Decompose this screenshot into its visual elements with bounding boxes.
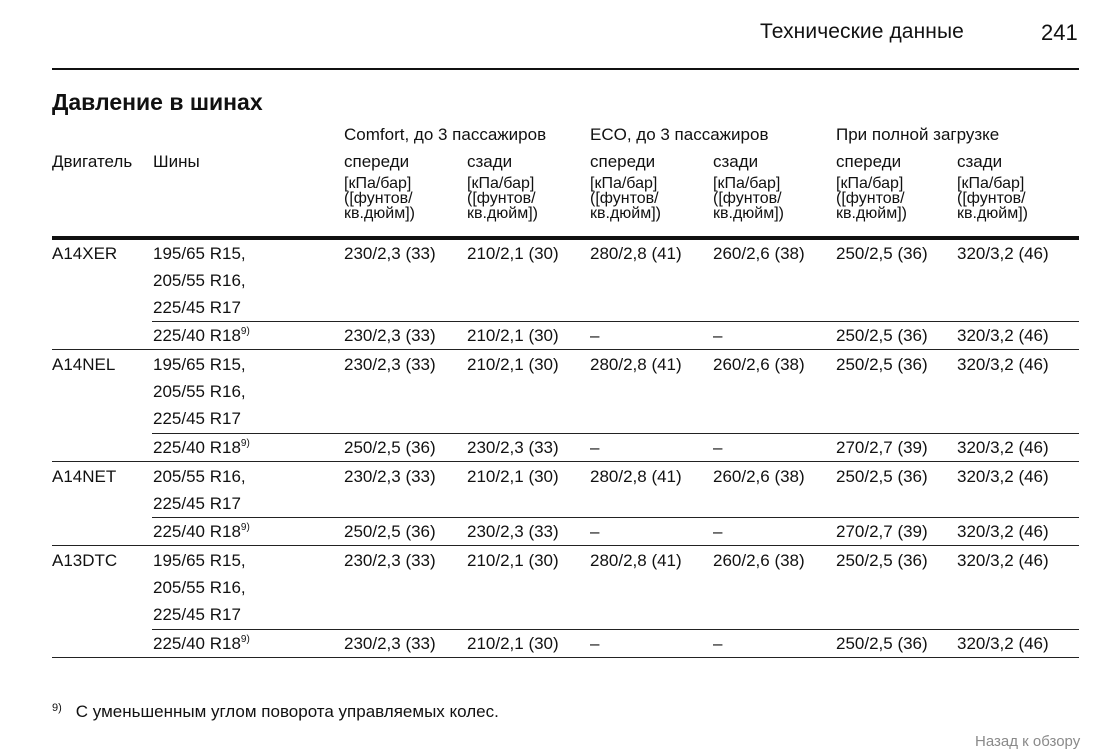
pressure-value-cell: – bbox=[590, 438, 600, 457]
pressure-value-cell: 250/2,5 (36) bbox=[836, 634, 928, 653]
pressure-value-cell: 210/2,1 (30) bbox=[467, 244, 559, 263]
row-separator bbox=[52, 461, 1079, 462]
unit-label: [кПа/бар] ([фунтов/ кв.дюйм]) bbox=[467, 175, 538, 222]
pressure-value-cell: 230/2,3 (33) bbox=[344, 467, 436, 486]
tires-cell bbox=[153, 351, 246, 432]
pressure-value-cell: – bbox=[590, 634, 600, 653]
pressure-value-cell: 260/2,6 (38) bbox=[713, 467, 805, 486]
page-number: 241 bbox=[1041, 20, 1078, 45]
header-section-title: Технические данные bbox=[760, 20, 964, 43]
footnote-text: С уменьшенным углом поворота управляемых колес. bbox=[75, 702, 499, 721]
engine-cell: A14XER bbox=[52, 244, 118, 263]
unit-label: [кПа/бар] ([фунтов/ кв.дюйм]) bbox=[590, 175, 661, 222]
pressure-value-cell: 320/3,2 (46) bbox=[957, 551, 1049, 570]
tires-text: 205/55 R16, 225/45 R17 bbox=[153, 467, 246, 513]
column-header-front: спереди bbox=[836, 152, 902, 171]
engine-cell: A14NEL bbox=[52, 355, 116, 374]
pressure-value-cell: 270/2,7 (39) bbox=[836, 522, 928, 541]
pressure-value-cell: 210/2,1 (30) bbox=[467, 467, 559, 486]
back-to-overview-link[interactable]: Назад к обзору bbox=[975, 733, 1081, 750]
tires-cell bbox=[153, 547, 246, 628]
pressure-value-cell: 260/2,6 (38) bbox=[713, 244, 805, 263]
tires-text: 225/40 R18 bbox=[153, 438, 241, 457]
tires-text: 195/65 R15, 205/55 R16, 225/45 R17 bbox=[153, 551, 246, 624]
group-header-full-load: При полной загрузке bbox=[836, 125, 1000, 144]
pressure-value-cell: 250/2,5 (36) bbox=[836, 355, 928, 374]
pressure-value-cell: 320/3,2 (46) bbox=[957, 438, 1049, 457]
tires-text: 195/65 R15, 205/55 R16, 225/45 R17 bbox=[153, 244, 246, 317]
pressure-value-cell: – bbox=[713, 634, 723, 653]
pressure-value-cell: 320/3,2 (46) bbox=[957, 522, 1049, 541]
pressure-value-cell: 230/2,3 (33) bbox=[344, 551, 436, 570]
engine-cell: A14NET bbox=[52, 467, 117, 486]
pressure-value-cell: 250/2,5 (36) bbox=[344, 522, 436, 541]
pressure-value-cell: – bbox=[713, 522, 723, 541]
unit-label: [кПа/бар] ([фунтов/ кв.дюйм]) bbox=[836, 175, 907, 222]
pressure-value-cell: 230/2,3 (33) bbox=[467, 438, 559, 457]
pressure-value-cell: 280/2,8 (41) bbox=[590, 467, 682, 486]
pressure-value-cell: 250/2,5 (36) bbox=[836, 326, 928, 345]
pressure-value-cell: 230/2,3 (33) bbox=[344, 326, 436, 345]
pressure-value-cell: 250/2,5 (36) bbox=[836, 244, 928, 263]
pressure-value-cell: 280/2,8 (41) bbox=[590, 355, 682, 374]
pressure-value-cell: 280/2,8 (41) bbox=[590, 244, 682, 263]
row-separator bbox=[152, 517, 1079, 518]
pressure-value-cell: 230/2,3 (33) bbox=[344, 355, 436, 374]
row-separator bbox=[52, 657, 1079, 658]
tires-cell bbox=[153, 518, 250, 545]
tires-cell bbox=[153, 463, 246, 517]
pressure-value-cell: – bbox=[590, 326, 600, 345]
footnote-reference: 9) bbox=[240, 634, 250, 645]
group-header-eco: ECO, до 3 пассажиров bbox=[590, 125, 769, 144]
tires-text: 195/65 R15, 205/55 R16, 225/45 R17 bbox=[153, 355, 246, 428]
pressure-value-cell: 320/3,2 (46) bbox=[957, 244, 1049, 263]
row-separator bbox=[152, 433, 1079, 434]
tires-cell bbox=[153, 322, 250, 349]
pressure-value-cell: 260/2,6 (38) bbox=[713, 355, 805, 374]
engine-cell: A13DTC bbox=[52, 551, 118, 570]
row-separator bbox=[52, 349, 1079, 350]
row-separator bbox=[52, 545, 1079, 546]
footnote-reference: 9) bbox=[240, 438, 250, 449]
column-header-rear: сзади bbox=[957, 152, 1003, 171]
pressure-value-cell: 210/2,1 (30) bbox=[467, 326, 559, 345]
tires-text: 225/40 R18 bbox=[153, 634, 241, 653]
pressure-value-cell: – bbox=[590, 522, 600, 541]
pressure-value-cell: – bbox=[713, 438, 723, 457]
group-header-comfort: Comfort, до 3 пассажиров bbox=[344, 125, 547, 144]
column-header-engine: Двигатель bbox=[52, 152, 133, 171]
column-header-front: спереди bbox=[344, 152, 410, 171]
unit-label: [кПа/бар] ([фунтов/ кв.дюйм]) bbox=[344, 175, 415, 222]
pressure-value-cell: 230/2,3 (33) bbox=[344, 634, 436, 653]
pressure-value-cell: 270/2,7 (39) bbox=[836, 438, 928, 457]
page-title: Давление в шинах bbox=[52, 89, 263, 115]
pressure-value-cell: 260/2,6 (38) bbox=[713, 551, 805, 570]
footnote-reference: 9) bbox=[240, 326, 250, 337]
tires-cell bbox=[153, 630, 250, 657]
unit-label: [кПа/бар] ([фунтов/ кв.дюйм]) bbox=[957, 175, 1028, 222]
header-divider bbox=[52, 68, 1079, 70]
column-header-tires: Шины bbox=[153, 152, 200, 171]
pressure-value-cell: 230/2,3 (33) bbox=[344, 244, 436, 263]
pressure-value-cell: 210/2,1 (30) bbox=[467, 634, 559, 653]
tires-text: 225/40 R18 bbox=[153, 522, 241, 541]
pressure-value-cell: 320/3,2 (46) bbox=[957, 467, 1049, 486]
pressure-value-cell: 250/2,5 (36) bbox=[344, 438, 436, 457]
footnote-reference: 9) bbox=[240, 522, 250, 533]
pressure-value-cell: – bbox=[713, 326, 723, 345]
pressure-value-cell: 250/2,5 (36) bbox=[836, 467, 928, 486]
pressure-value-cell: 320/3,2 (46) bbox=[957, 355, 1049, 374]
column-header-rear: сзади bbox=[713, 152, 759, 171]
pressure-value-cell: 230/2,3 (33) bbox=[467, 522, 559, 541]
pressure-value-cell: 210/2,1 (30) bbox=[467, 355, 559, 374]
pressure-value-cell: 250/2,5 (36) bbox=[836, 551, 928, 570]
column-header-front: спереди bbox=[590, 152, 656, 171]
pressure-value-cell: 320/3,2 (46) bbox=[957, 634, 1049, 653]
pressure-value-cell: 280/2,8 (41) bbox=[590, 551, 682, 570]
column-header-rear: сзади bbox=[467, 152, 513, 171]
tires-text: 225/40 R18 bbox=[153, 326, 241, 345]
tires-cell bbox=[153, 240, 246, 321]
unit-label: [кПа/бар] ([фунтов/ кв.дюйм]) bbox=[713, 175, 784, 222]
pressure-value-cell: 210/2,1 (30) bbox=[467, 551, 559, 570]
row-separator bbox=[152, 629, 1079, 630]
pressure-value-cell: 320/3,2 (46) bbox=[957, 326, 1049, 345]
footnote-mark: 9) bbox=[52, 702, 62, 714]
row-separator bbox=[152, 321, 1079, 322]
footnote bbox=[52, 702, 499, 722]
tires-cell bbox=[153, 434, 250, 461]
